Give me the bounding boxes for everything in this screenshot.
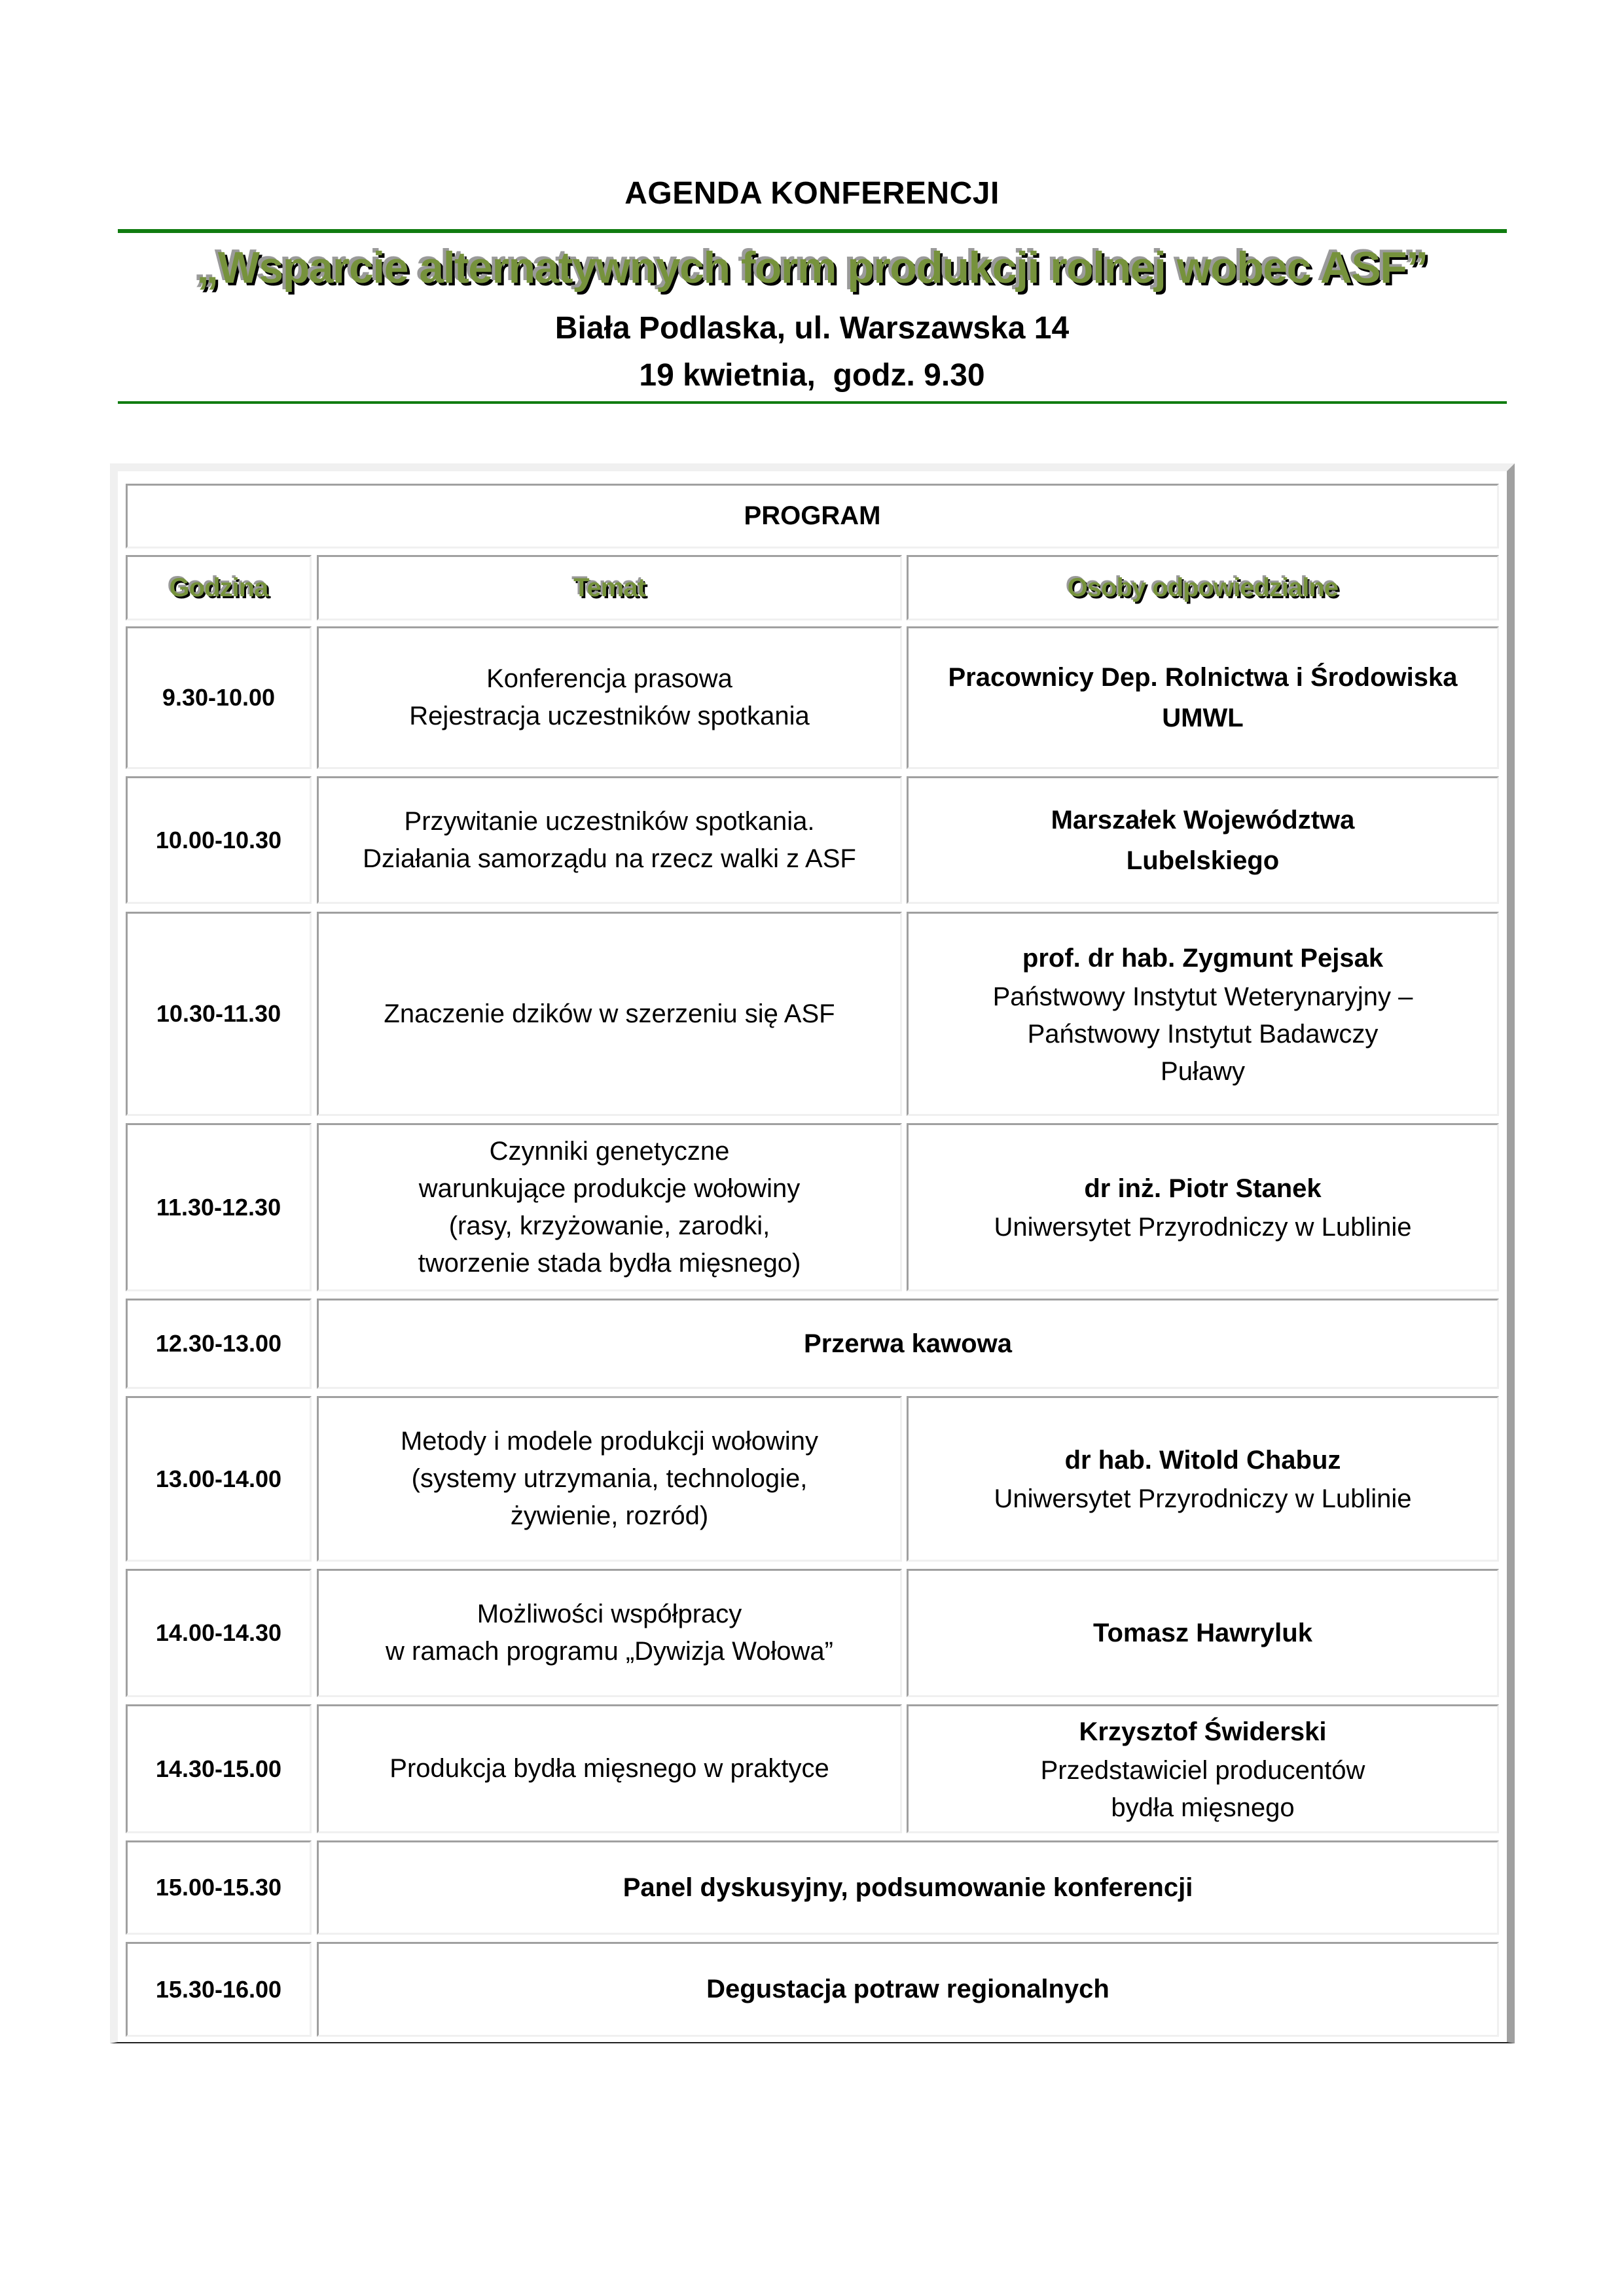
activity-label: Degustacja potraw regionalnych	[706, 1975, 1110, 2003]
time-cell	[126, 776, 312, 904]
topic-line: Możliwości współpracy	[477, 1600, 742, 1628]
date-time: 19 kwietnia, godz. 9.30	[639, 358, 985, 393]
topic-line: Rejestracja uczestników spotkania	[409, 702, 810, 730]
affiliation-line: bydła mięsnego	[1111, 1793, 1295, 1822]
topic-line: (rasy, krzyżowanie, zarodki,	[448, 1211, 770, 1240]
person-name: Tomasz Hawryluk	[1093, 1619, 1312, 1647]
time-slot: 15.00-15.30	[155, 1874, 282, 1901]
topic-line: Czynniki genetyczne	[489, 1136, 730, 1166]
affiliation-line: Uniwersytet Przyrodniczy w Lublinie	[994, 1213, 1412, 1242]
topic-line: w ramach programu „Dywizja Wołowa”	[386, 1637, 833, 1666]
time-cell	[126, 1704, 312, 1833]
divider-bottom	[118, 401, 1507, 404]
time-slot: 10.00-10.30	[155, 826, 282, 853]
person-name: prof. dr hab. Zygmunt Pejsak	[1022, 943, 1384, 973]
responsible-cell	[907, 1123, 1499, 1291]
person-name: UMWL	[1162, 704, 1244, 732]
person-name: Krzysztof Świderski	[1079, 1717, 1327, 1746]
column-header-responsible	[907, 555, 1499, 620]
agenda-title: AGENDA KONFERENCJI	[624, 176, 1000, 211]
person-name: dr hab. Witold Chabuz	[1064, 1446, 1341, 1475]
responsible-cell	[907, 1704, 1499, 1833]
time-slot: 13.00-14.00	[155, 1465, 282, 1492]
column-header-label: Temat	[573, 573, 645, 602]
time-slot: 10.30-11.30	[156, 1000, 281, 1027]
affiliation-line: Państwowy Instytut Weterynaryjny –	[992, 982, 1413, 1011]
affiliation-line: Uniwersytet Przyrodniczy w Lublinie	[994, 1484, 1412, 1513]
time-cell	[126, 626, 312, 769]
conference-title: „Wsparcie alternatywnych form produkcji rolnej wobec ASF”	[196, 243, 1428, 293]
person-name: Lubelskiego	[1126, 846, 1280, 875]
topic-line: tworzenie stada bydła mięsnego)	[418, 1248, 801, 1278]
time-cell	[126, 912, 312, 1116]
person-name: dr inż. Piotr Stanek	[1084, 1174, 1322, 1203]
time-slot: 14.30-15.00	[155, 1755, 282, 1782]
activity-label: Panel dyskusyjny, podsumowanie konferencji	[623, 1873, 1193, 1902]
activity-label: Przerwa kawowa	[804, 1329, 1012, 1358]
time-slot: 11.30-12.30	[156, 1193, 281, 1221]
column-header-time	[126, 555, 312, 620]
time-cell	[126, 1396, 312, 1562]
time-cell	[126, 1299, 312, 1389]
affiliation-line: Państwowy Instytut Badawczy	[1027, 1019, 1379, 1049]
affiliation-line: Puławy	[1161, 1056, 1245, 1086]
topic-cell	[317, 1569, 902, 1697]
topic-line: Metody i modele produkcji wołowiny	[400, 1427, 819, 1456]
topic-line: Konferencja prasowa	[486, 664, 732, 693]
topic-line: Produkcja bydła mięsnego w praktyce	[389, 1754, 829, 1783]
topic-cell	[317, 626, 902, 769]
topic-line: żywienie, rozród)	[510, 1501, 709, 1530]
topic-cell	[317, 1704, 902, 1833]
column-header-topic	[317, 555, 902, 620]
topic-line: Działania samorządu na rzecz walki z ASF	[363, 844, 856, 873]
time-cell	[126, 1569, 312, 1697]
topic-cell	[317, 912, 902, 1116]
column-header-label: Osoby odpowiedzialne	[1067, 573, 1339, 602]
column-header-label: Godzina	[169, 573, 268, 602]
person-name: Pracownicy Dep. Rolnictwa i Środowiska	[948, 663, 1458, 692]
topic-line: warunkujące produkcje wołowiny	[418, 1174, 801, 1203]
merged-activity-cell	[317, 1840, 1499, 1935]
responsible-cell	[907, 1396, 1499, 1562]
responsible-cell	[907, 1569, 1499, 1697]
person-name: Marszałek Województwa	[1051, 805, 1355, 834]
topic-cell	[317, 1396, 902, 1562]
divider-top	[118, 229, 1507, 233]
program-label: PROGRAM	[744, 501, 881, 530]
topic-line: Znaczenie dzików w szerzeniu się ASF	[384, 999, 835, 1028]
merged-activity-cell	[317, 1299, 1499, 1389]
time-slot: 12.30-13.00	[155, 1330, 282, 1357]
time-cell	[126, 1840, 312, 1935]
affiliation-line: Przedstawiciel producentów	[1040, 1755, 1365, 1785]
time-slot: 9.30-10.00	[162, 684, 276, 711]
topic-line: Przywitanie uczestników spotkania.	[404, 806, 815, 836]
time-cell	[126, 1123, 312, 1291]
time-slot: 14.00-14.30	[155, 1619, 282, 1646]
merged-activity-cell	[317, 1942, 1499, 2037]
time-slot: 15.30-16.00	[155, 1975, 282, 2003]
responsible-cell	[907, 776, 1499, 904]
responsible-cell	[907, 912, 1499, 1116]
topic-cell	[317, 1123, 902, 1291]
topic-cell	[317, 776, 902, 904]
program-header-cell	[126, 484, 1499, 548]
topic-line: (systemy utrzymania, technologie,	[411, 1464, 808, 1493]
time-cell	[126, 1942, 312, 2037]
responsible-cell	[907, 626, 1499, 769]
venue: Biała Podlaska, ul. Warszawska 14	[554, 311, 1070, 346]
